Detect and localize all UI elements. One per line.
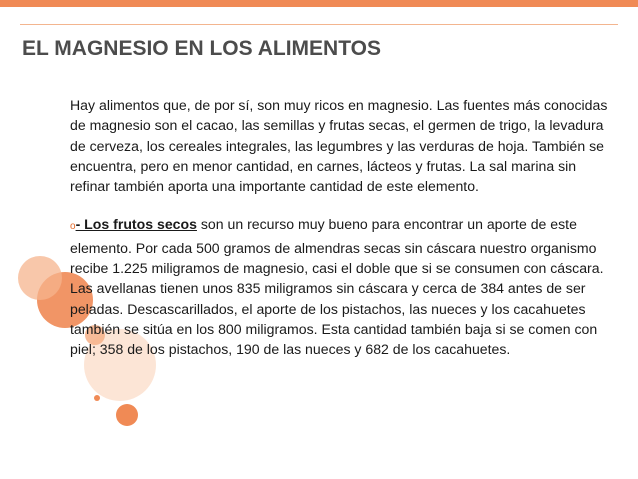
intro-paragraph: Hay alimentos que, de por sí, son muy ricos en magnesio. Las fuentes más conocidas de magnesio son el cacao, las semillas y frutas secas, el germen de trigo, la levadura de cerveza, los cereales integrales, las legumbres y las verduras de hoja. También se encuentra, pero en menor cantidad, en carnes, lácteos y frutas. La sal marina sin refinar también aporta una importante cantidad de este elemento. <box>70 97 608 195</box>
tiny-circle <box>94 395 100 401</box>
nuts-paragraph-text: son un recurso muy bueno para encontrar un aporte de este elemento. Por cada 500 gramos de almendras secas sin cáscara nuestro organismo recibe 1.225 miligramos de magnesio, casi el doble que si se consumen con cáscara. Las avellanas tienen unos 835 miligramos sin cáscara y cerca de 384 antes de ser peladas. Descascarillados, el aporte de los pistachos, las nueces y los cacahuetes también se sitúa en los 800 miligramos. Esta cantidad también baja si se comen con piel; 358 de los pistachos, 190 de las nueces y 682 de los cacahuetes. <box>70 216 604 358</box>
nuts-paragraph <box>70 214 610 359</box>
highlight-heading: - Los frutos secos <box>75 216 197 233</box>
medium-circle-upper <box>18 256 62 300</box>
dot-circle <box>116 404 138 426</box>
ring-bullet-icon: o <box>70 221 76 233</box>
slide-title: EL MAGNESIO EN LOS ALIMENTOS <box>22 37 381 60</box>
slide-body <box>70 95 610 360</box>
